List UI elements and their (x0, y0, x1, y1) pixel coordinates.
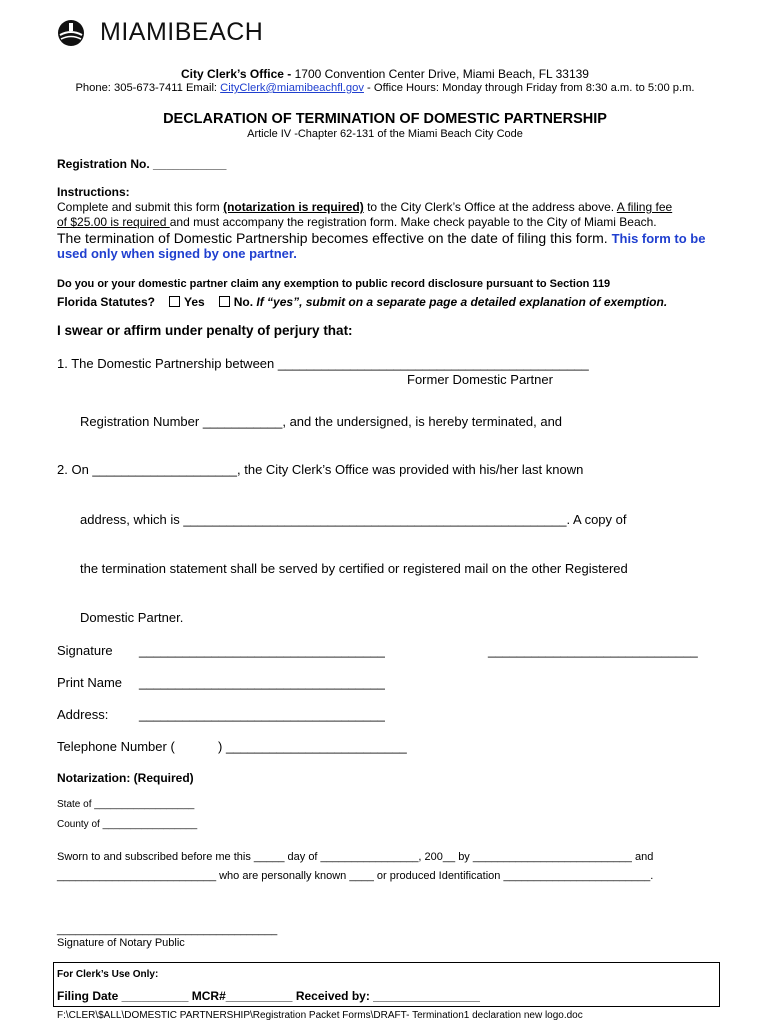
logo-text: MIAMIBEACH (100, 18, 264, 46)
instructions-heading: Instructions: (57, 185, 130, 199)
instructions-line-4: used only when signed by one partner. (57, 246, 297, 261)
signature-label: Signature (57, 643, 113, 658)
notarization-heading: Notarization: (Required) (57, 771, 194, 785)
address-line[interactable]: __________________________________ (139, 707, 385, 722)
item1-registration: Registration Number ___________, and the undersigned, is hereby terminated, and (80, 414, 563, 429)
item1-caption: Former Domestic Partner (407, 372, 553, 387)
phone-text: Phone: 305-673-7411 Email: (75, 82, 221, 94)
telephone-label: Telephone Number ( (57, 739, 175, 754)
exemption-question: Do you or your domestic partner claim any exemption to public record disclosure pursuant to Section 119 (57, 278, 611, 290)
notary-signature-line[interactable]: ____________________________________ (57, 924, 278, 936)
contact-info (0, 82, 770, 94)
office-info (0, 67, 770, 81)
office-name: City Clerk’s Office - (181, 67, 292, 81)
signature-line-secondary[interactable]: _____________________________ (488, 643, 698, 658)
office-address: 1700 Convention Center Drive, Miami Beach, FL 33139 (291, 67, 589, 81)
notary-sworn-line-2: __________________________ who are personally known ____ or produced Identification ________________________. (57, 870, 654, 882)
yes-checkbox[interactable] (169, 296, 180, 307)
telephone-line[interactable]: ) _________________________ (218, 739, 407, 754)
clerk-box-bottom-rule (53, 1006, 720, 1007)
yes-label: Yes (184, 295, 205, 309)
miami-beach-logo-icon (57, 19, 85, 47)
item2-line-3: the termination statement shall be served by certified or registered mail on the other Registered (80, 561, 628, 576)
address-label: Address: (57, 707, 109, 722)
signature-line[interactable]: __________________________________ (139, 643, 385, 658)
email-link[interactable]: CityClerk@miamibeachfl.gov (220, 82, 364, 94)
item2-line-2: address, which is _____________________________________________________. A copy of (80, 512, 627, 527)
no-checkbox[interactable] (219, 296, 230, 307)
print-name-label: Print Name (57, 675, 123, 690)
form-subtitle: Article IV -Chapter 62-131 of the Miami Beach City Code (247, 128, 523, 140)
swear-heading: I swear or affirm under penalty of perjury that: (57, 323, 353, 338)
clerk-box-left-rule (53, 962, 54, 1007)
notary-state: State of __________________ (57, 799, 195, 810)
notary-signature-label: Signature of Notary Public (57, 937, 185, 949)
clerk-use-heading: For Clerk’s Use Only: (57, 969, 159, 980)
file-path-footer: F:\CLER\$ALL\DOMESTIC PARTNERSHIP\Registration Packet Forms\DRAFT- Termination1 declaration new logo.doc (57, 1010, 583, 1021)
no-label: No. (233, 295, 254, 309)
notary-county: County of _________________ (57, 819, 198, 830)
item1-line: 1. The Domestic Partnership between ___________________________________________ (57, 356, 589, 371)
item2-line-4: Domestic Partner. (80, 610, 184, 625)
exemption-answer-row: Florida Statutes? Yes No. If “yes”, submit on a separate page a detailed explanation of exemption. (57, 295, 668, 309)
print-name-line[interactable]: __________________________________ (139, 675, 385, 690)
instructions-line-2: of $25.00 is required and must accompany the registration form. Make check payable to the City of Miami Beach. (57, 215, 657, 229)
clerk-use-row: Filing Date __________ MCR#__________ Received by: ________________ (57, 989, 480, 1003)
notary-sworn-line-1: Sworn to and subscribed before me this _____ day of ________________, 200__ by __________________________ and (57, 851, 654, 863)
instructions-line-3: The termination of Domestic Partnership becomes effective on the date of filing this form. This form to be (57, 230, 706, 246)
clerk-box-right-rule (719, 962, 720, 1007)
clerk-box-top-rule (53, 962, 720, 963)
office-hours: - Office Hours: Monday through Friday from 8:30 a.m. to 5:00 p.m. (363, 82, 695, 94)
form-title: DECLARATION OF TERMINATION OF DOMESTIC PARTNERSHIP (163, 111, 607, 127)
registration-number: Registration No. ___________ (57, 157, 227, 171)
instructions-line-1: Complete and submit this form (notarization is required) to the City Clerk’s Office at the address above. A filing fee (57, 200, 673, 214)
item2-line-1: 2. On ____________________, the City Clerk’s Office was provided with his/her last known (57, 462, 584, 477)
